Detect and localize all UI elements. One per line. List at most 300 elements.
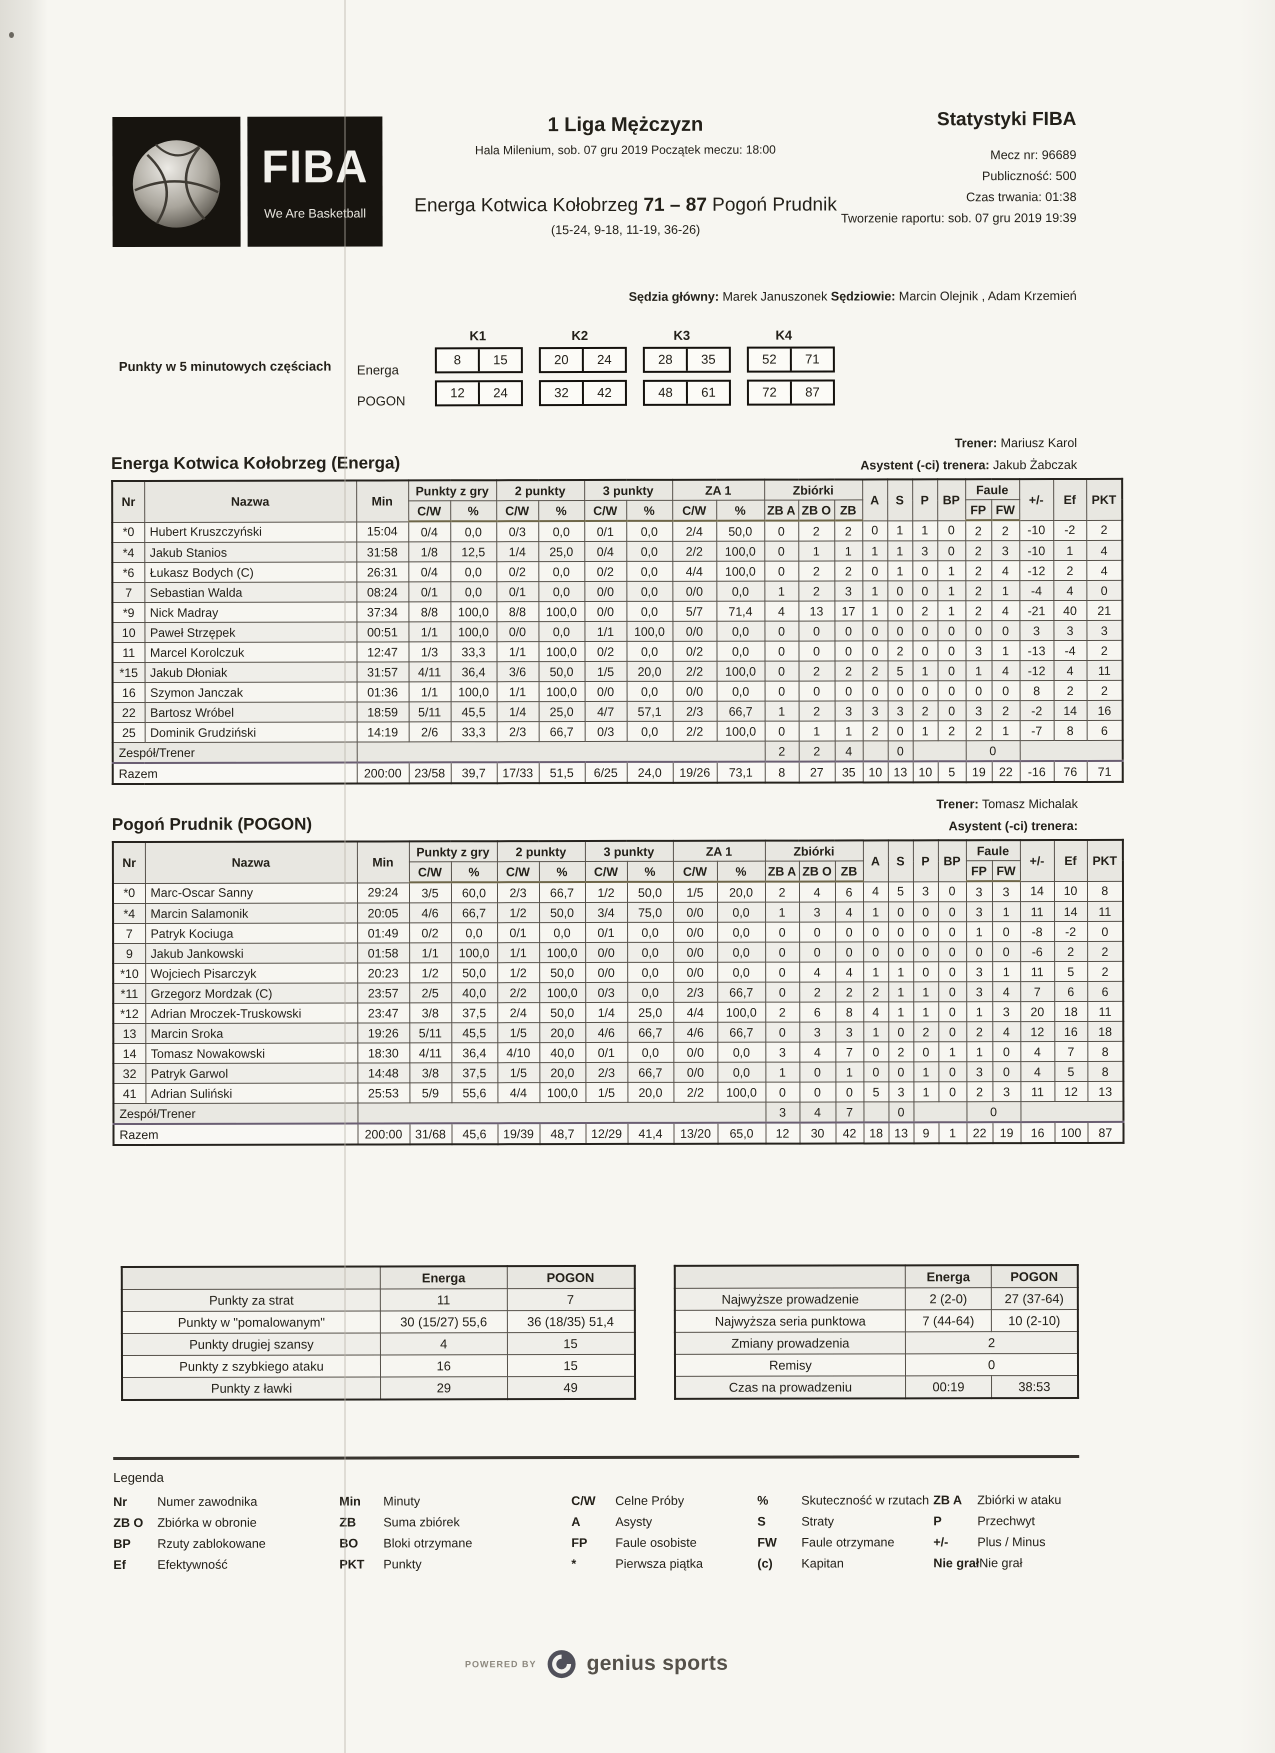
final-score: 71 – 87 bbox=[643, 194, 707, 216]
stat-cell: 100,0 bbox=[716, 541, 764, 561]
stat-cell: 2 bbox=[798, 520, 834, 541]
stat-cell: 4 bbox=[799, 962, 835, 982]
stat-cell: 1 bbox=[912, 520, 937, 541]
stat-cell: 0 bbox=[888, 681, 913, 701]
stat-cell: 3/6 bbox=[497, 662, 539, 682]
stat-cell: *6 bbox=[112, 562, 144, 582]
col-fp: FP bbox=[965, 500, 991, 521]
summary-value-cell: 36 (18/35) 51,4 bbox=[507, 1310, 635, 1332]
stat-cell: 1/4 bbox=[585, 1002, 627, 1022]
period-score: 15 bbox=[493, 352, 508, 368]
legend-item bbox=[339, 1557, 571, 1571]
summary-row bbox=[122, 1376, 635, 1400]
col-min: Min bbox=[357, 841, 409, 882]
period-header: K3 bbox=[673, 327, 691, 343]
col-pct: % bbox=[717, 861, 765, 882]
stat-cell: 19/26 bbox=[673, 762, 717, 783]
period-box bbox=[539, 380, 627, 406]
stat-cell: 0 bbox=[992, 681, 1020, 701]
stat-cell: 36,4 bbox=[451, 1043, 497, 1063]
col-fg: Punkty z gry bbox=[408, 480, 496, 501]
stat-cell: 0 bbox=[992, 922, 1020, 942]
stat-cell bbox=[357, 741, 765, 762]
duration: Czas trwania: 01:38 bbox=[966, 189, 1077, 205]
stat-cell: 0/1 bbox=[584, 521, 626, 542]
stat-cell: 1 bbox=[992, 721, 1020, 741]
stat-cell: 2/3 bbox=[673, 982, 717, 1002]
home-team-title: Energa Kotwica Kołobrzeg (Energa) bbox=[111, 453, 401, 474]
coach-name: Mariusz Karol bbox=[997, 435, 1078, 451]
stat-cell: 0 bbox=[862, 520, 887, 541]
col-cw: C/W bbox=[672, 500, 716, 521]
stat-cell: -12 bbox=[1020, 661, 1054, 681]
stat-cell: 0,0 bbox=[626, 601, 672, 621]
col-zba: ZB A bbox=[765, 861, 799, 882]
summary-value-cell: 38:53 bbox=[991, 1375, 1078, 1398]
stat-cell: 100,0 bbox=[451, 943, 497, 963]
period-headers bbox=[435, 327, 835, 343]
stat-cell: 0 bbox=[938, 922, 966, 942]
period-scores-section bbox=[119, 327, 1077, 420]
stat-cell: 3 bbox=[1053, 620, 1086, 640]
period-score: 87 bbox=[805, 384, 820, 400]
stat-cell: 1 bbox=[887, 561, 912, 581]
stat-cell: 1 bbox=[887, 541, 912, 561]
legend-abbr: +/- bbox=[933, 1535, 949, 1550]
legend-abbr: (c) bbox=[757, 1556, 773, 1571]
stat-cell: 50,0 bbox=[539, 903, 585, 923]
stat-cell: 4 bbox=[1020, 1042, 1054, 1062]
stat-cell: 0/1 bbox=[585, 1042, 627, 1062]
stat-cell: 29:24 bbox=[357, 882, 409, 903]
stat-cell: 5/11 bbox=[409, 702, 451, 722]
stat-cell: 0 bbox=[912, 581, 937, 601]
summary-value-cell: 0 bbox=[906, 1353, 1078, 1375]
stat-cell: 0 bbox=[938, 641, 966, 661]
stat-cell: 2 bbox=[965, 541, 991, 561]
stat-cell: 3 bbox=[834, 581, 862, 601]
stat-cell: 0 bbox=[765, 1022, 799, 1042]
stat-cell: 6 bbox=[835, 881, 863, 902]
stat-cell: 0 bbox=[938, 1022, 966, 1042]
stat-cell: 1/2 bbox=[497, 963, 539, 983]
stat-cell: 19/39 bbox=[497, 1123, 539, 1144]
stat-cell: 0,0 bbox=[538, 622, 584, 642]
stat-cell: 0,0 bbox=[539, 923, 585, 943]
stat-cell: 0,0 bbox=[716, 621, 764, 641]
stat-cell: 3 bbox=[992, 1002, 1020, 1022]
stat-cell: 0/0 bbox=[496, 622, 538, 642]
stat-cell: 1/1 bbox=[497, 682, 539, 702]
stat-cell: 01:36 bbox=[357, 682, 409, 702]
legend-item bbox=[933, 1493, 1079, 1507]
stat-cell: 16 bbox=[113, 682, 145, 702]
stat-cell: 22 bbox=[967, 1122, 993, 1143]
col-plusminus: +/- bbox=[1020, 840, 1054, 881]
player-name-cell: Bartosz Wróbel bbox=[145, 702, 357, 722]
stat-cell: 0 bbox=[913, 902, 938, 922]
stat-cell: 0 bbox=[992, 1042, 1020, 1062]
stat-cell: 4/6 bbox=[585, 1022, 627, 1042]
stat-cell: 9 bbox=[914, 1122, 939, 1143]
away-coach-line bbox=[112, 797, 1078, 813]
stat-cell: 2/4 bbox=[497, 1003, 539, 1023]
summary-away-header: POGON bbox=[991, 1265, 1078, 1288]
stat-cell: 0 bbox=[798, 621, 834, 641]
period-box bbox=[435, 380, 523, 406]
stat-cell: 2 bbox=[765, 882, 799, 903]
stat-cell: 0,0 bbox=[717, 902, 765, 922]
referee-label: Sędzia główny: bbox=[628, 289, 719, 304]
stat-cell: 2 bbox=[913, 1022, 938, 1042]
summary-value-cell: 27 (37-64) bbox=[991, 1287, 1078, 1309]
stat-cell: -21 bbox=[1019, 601, 1053, 621]
stat-cell: 1 bbox=[834, 541, 862, 561]
stat-cell: 13 bbox=[113, 1023, 145, 1043]
stat-cell: 0/1 bbox=[496, 582, 538, 602]
stat-cell: 1 bbox=[913, 1002, 938, 1022]
stat-cell: 16 bbox=[1087, 700, 1123, 720]
stat-cell: 0,0 bbox=[627, 721, 673, 741]
col-cw: C/W bbox=[584, 500, 626, 521]
legend-desc: Suma zbiórek bbox=[383, 1515, 460, 1530]
stat-cell: *11 bbox=[113, 983, 145, 1003]
player-name-cell: Patryk Kociuga bbox=[145, 923, 357, 943]
stat-cell: 76 bbox=[1054, 761, 1087, 782]
stat-cell: 25,0 bbox=[538, 542, 584, 562]
period-box bbox=[747, 346, 835, 372]
legend-desc: Nie grał bbox=[979, 1556, 1023, 1571]
stat-cell: 7 bbox=[835, 1042, 863, 1062]
legend-desc: Faule osobiste bbox=[615, 1535, 697, 1550]
stat-cell: 75,0 bbox=[627, 902, 673, 922]
legend-item bbox=[933, 1514, 1079, 1528]
away-team-title: Pogoń Prudnik (POGON) bbox=[111, 814, 313, 835]
stat-cell: 4 bbox=[991, 561, 1019, 581]
stat-cell: 0,0 bbox=[451, 923, 497, 943]
stat-cell: 100,0 bbox=[538, 602, 584, 622]
period-box bbox=[539, 347, 627, 373]
summary-row bbox=[122, 1332, 635, 1355]
stat-cell: 4 bbox=[764, 601, 798, 621]
stat-cell: 0 bbox=[764, 521, 798, 542]
stat-cell: 2 bbox=[913, 701, 938, 721]
stat-cell: 33,3 bbox=[451, 722, 497, 742]
col-cw: C/W bbox=[585, 861, 627, 882]
player-name-cell: Jakub Dłoniak bbox=[145, 662, 357, 682]
stat-cell: *10 bbox=[113, 963, 145, 983]
stat-cell: 0/3 bbox=[496, 521, 538, 542]
stat-cell: 2/2 bbox=[497, 983, 539, 1003]
stat-cell: 1 bbox=[862, 601, 887, 621]
col-2p: 2 punkty bbox=[496, 480, 584, 501]
stat-cell bbox=[863, 1102, 888, 1123]
col-fouls: Faule bbox=[966, 840, 1020, 861]
player-row bbox=[113, 700, 1123, 722]
stat-cell: 5 bbox=[888, 661, 913, 681]
stat-cell: 2 bbox=[966, 721, 992, 741]
stat-cell: 5/7 bbox=[672, 601, 716, 621]
period-score: 72 bbox=[749, 382, 792, 404]
legend-abbr: * bbox=[571, 1557, 577, 1572]
stat-cell: 0 bbox=[888, 942, 913, 962]
legend-desc: Zbiórki w ataku bbox=[977, 1493, 1062, 1508]
period-box bbox=[643, 347, 731, 373]
stat-cell: 15:04 bbox=[356, 521, 408, 542]
player-row bbox=[112, 600, 1122, 622]
referee-name: Marek Januszonek bbox=[718, 289, 831, 304]
stat-cell: 4 bbox=[992, 982, 1020, 1002]
stat-cell: 40,0 bbox=[539, 1043, 585, 1063]
col-fg: Punkty z gry bbox=[409, 841, 497, 862]
stat-cell: 11 bbox=[1087, 901, 1123, 921]
stat-cell: 12,5 bbox=[450, 542, 496, 562]
stat-cell: 20,0 bbox=[627, 1082, 673, 1102]
stat-cell bbox=[863, 741, 888, 762]
stat-cell: 4/6 bbox=[409, 903, 451, 923]
stat-cell: 2 bbox=[863, 661, 888, 681]
summary-row bbox=[675, 1331, 1078, 1354]
stat-cell: -13 bbox=[1020, 641, 1054, 661]
period-header: K1 bbox=[469, 328, 487, 344]
player-name-cell: Łukasz Bodych (C) bbox=[144, 562, 356, 582]
stat-cell: 14:48 bbox=[357, 1063, 409, 1083]
umpires-label: Sędziowie: bbox=[830, 289, 896, 304]
summary-value-cell: 15 bbox=[507, 1332, 635, 1354]
stat-cell: 4 bbox=[863, 881, 888, 902]
stat-cell: 2 bbox=[835, 982, 863, 1002]
stat-cell: 37,5 bbox=[451, 1003, 497, 1023]
stat-cell: 1 bbox=[765, 902, 799, 922]
summary-value-cell: 7 bbox=[507, 1288, 635, 1310]
col-assists: A bbox=[862, 479, 887, 520]
player-row bbox=[112, 640, 1122, 662]
stat-cell: 1 bbox=[937, 561, 965, 581]
stat-cell: 08:24 bbox=[356, 582, 408, 602]
meta-block bbox=[796, 145, 1076, 230]
stat-cell: 0 bbox=[888, 1062, 913, 1082]
stat-cell: 22 bbox=[992, 761, 1020, 782]
stat-cell: 2 bbox=[1087, 640, 1123, 660]
summary-label-cell: Punkty z ławki bbox=[122, 1377, 381, 1400]
summary-value-cell: 15 bbox=[507, 1354, 635, 1376]
stat-cell: 0 bbox=[863, 942, 888, 962]
stat-cell: 0 bbox=[765, 922, 799, 942]
period-score: 24 bbox=[597, 351, 612, 367]
period-score: 42 bbox=[597, 384, 612, 400]
stat-cell: 2/3 bbox=[497, 882, 539, 903]
stat-cell: 1 bbox=[835, 721, 863, 741]
totals-row bbox=[113, 1122, 1123, 1145]
legend-section bbox=[113, 1455, 1079, 1572]
summary-label-cell: Punkty z szybkiego ataku bbox=[122, 1355, 381, 1378]
period-box bbox=[435, 347, 523, 373]
stat-cell: 8 bbox=[1020, 681, 1054, 701]
legend-desc: Efektywność bbox=[157, 1557, 228, 1572]
stat-cell: 23:47 bbox=[357, 1003, 409, 1023]
stat-cell: 20 bbox=[1020, 1002, 1054, 1022]
stat-cell: -2 bbox=[1054, 921, 1087, 941]
stat-cell: 14:19 bbox=[357, 722, 409, 742]
legend-item bbox=[113, 1537, 339, 1551]
col-cw: C/W bbox=[673, 861, 717, 882]
stat-cell: 2 bbox=[965, 581, 991, 601]
stat-cell: 2/2 bbox=[673, 721, 717, 741]
stat-cell: 1/5 bbox=[585, 1082, 627, 1102]
summary-value-cell: 7 (44-64) bbox=[906, 1310, 992, 1332]
summary-row bbox=[122, 1354, 635, 1377]
away-team-title-row bbox=[112, 813, 1078, 835]
stat-cell: 14 bbox=[1054, 901, 1087, 921]
legend-desc: Pierwsza piątka bbox=[615, 1556, 703, 1571]
stats-title: Statystyki FIBA bbox=[936, 108, 1077, 131]
stat-cell: 3 bbox=[966, 1062, 992, 1082]
player-row bbox=[113, 961, 1123, 983]
stat-cell: 13 bbox=[889, 1122, 914, 1143]
player-name-cell: Jakub Stanios bbox=[144, 542, 356, 562]
stat-cell: 2 bbox=[1087, 961, 1123, 981]
stat-cell: 0,0 bbox=[450, 521, 496, 542]
scan-crease-line bbox=[344, 0, 346, 1753]
stat-cell: 5 bbox=[863, 1082, 888, 1102]
stat-cell: 4/11 bbox=[409, 1043, 451, 1063]
col-points: PKT bbox=[1086, 479, 1122, 520]
stat-cell: 41 bbox=[113, 1083, 145, 1103]
stat-cell: 66,7 bbox=[717, 982, 765, 1002]
col-pct: % bbox=[627, 861, 673, 882]
summary-value-cell: 4 bbox=[380, 1333, 507, 1355]
period-scores-label: Punkty w 5 minutowych częściach bbox=[118, 358, 332, 374]
stat-cell: 100,0 bbox=[626, 621, 672, 641]
stat-cell: 7 bbox=[1054, 1041, 1087, 1061]
stat-cell: 1/5 bbox=[585, 661, 627, 681]
period-score: 24 bbox=[493, 385, 508, 401]
summary-row bbox=[674, 1287, 1077, 1310]
stat-cell: 12 bbox=[1020, 1022, 1054, 1042]
legend-abbr: ZB A bbox=[933, 1493, 962, 1508]
stat-cell: Zespół/Trener bbox=[113, 742, 357, 763]
away-stats-table bbox=[112, 839, 1125, 1146]
stat-cell: 18 bbox=[864, 1122, 889, 1143]
player-row bbox=[112, 540, 1122, 562]
col-steals: P bbox=[912, 479, 937, 520]
stat-cell: 11 bbox=[1020, 962, 1054, 982]
quarter-scores-line: (15-24, 9-18, 11-19, 36-26) bbox=[551, 222, 701, 238]
col-fouls: Faule bbox=[965, 479, 1019, 500]
stat-cell: Zespół/Trener bbox=[113, 1103, 357, 1124]
period-score: 71 bbox=[805, 351, 820, 367]
summary-value-cell: 29 bbox=[381, 1377, 508, 1400]
stat-cell: 41,4 bbox=[627, 1123, 673, 1144]
stat-cell: 200:00 bbox=[357, 1123, 409, 1144]
stat-cell: 0 bbox=[799, 641, 835, 661]
report-content bbox=[110, 107, 1118, 1680]
away-stats-body bbox=[113, 881, 1124, 1145]
stat-cell: 20,0 bbox=[717, 882, 765, 903]
stat-cell: *0 bbox=[112, 522, 144, 543]
col-pct: % bbox=[626, 500, 672, 521]
home-team-name: Energa Kotwica Kołobrzeg bbox=[414, 194, 639, 217]
stat-cell: 0 bbox=[835, 1082, 863, 1102]
player-name-cell: Grzegorz Mordzak (C) bbox=[145, 983, 357, 1003]
summary-row bbox=[122, 1310, 635, 1333]
stat-cell: *0 bbox=[113, 883, 145, 904]
stat-cell: 12 bbox=[1054, 1081, 1087, 1101]
stat-cell: 35 bbox=[835, 761, 863, 782]
period-score: 12 bbox=[437, 382, 480, 404]
legend-item bbox=[571, 1515, 757, 1529]
stat-cell: -4 bbox=[1054, 640, 1087, 660]
stat-cell: 17/33 bbox=[497, 762, 539, 783]
stat-cell: 1/2 bbox=[585, 882, 627, 903]
stat-cell: 0,0 bbox=[626, 561, 672, 581]
stat-cell: 0 bbox=[992, 1062, 1020, 1082]
stat-cell: 1 bbox=[765, 1062, 799, 1082]
stat-cell: 0 bbox=[938, 881, 966, 902]
stat-cell: 0/0 bbox=[585, 681, 627, 701]
period-score: 61 bbox=[701, 384, 716, 400]
stat-cell: 0/0 bbox=[673, 962, 717, 982]
stat-cell: 3/8 bbox=[409, 1003, 451, 1023]
summary-value-cell: 49 bbox=[507, 1376, 635, 1399]
stat-cell: 50,0 bbox=[451, 963, 497, 983]
stat-cell: 3 bbox=[913, 881, 938, 902]
stat-cell: 0 bbox=[912, 561, 937, 581]
stat-cell: 0/2 bbox=[409, 923, 451, 943]
stat-cell: 100,0 bbox=[717, 1082, 765, 1102]
stat-cell: 4/6 bbox=[673, 1022, 717, 1042]
stat-cell: 40 bbox=[1053, 600, 1086, 620]
attendance: Publiczność: 500 bbox=[981, 168, 1077, 184]
stat-cell: 0/1 bbox=[497, 923, 539, 943]
stat-cell: 20,0 bbox=[627, 661, 673, 681]
totals-label-cell: Razem bbox=[113, 762, 357, 784]
legend-item bbox=[571, 1557, 757, 1571]
stat-cell: 87 bbox=[1088, 1122, 1124, 1143]
stat-cell: 0/0 bbox=[673, 1042, 717, 1062]
stat-cell: 0/4 bbox=[408, 521, 450, 542]
stat-cell: 22 bbox=[113, 702, 145, 722]
stat-cell bbox=[913, 1102, 966, 1123]
stat-cell: 10 bbox=[1054, 881, 1087, 902]
stat-cell: 2/5 bbox=[409, 983, 451, 1003]
officials-line bbox=[111, 289, 1077, 305]
player-row bbox=[113, 941, 1123, 963]
stat-cell: 0 bbox=[765, 942, 799, 962]
team-totals-row bbox=[113, 1101, 1123, 1124]
stat-cell: 6 bbox=[799, 1002, 835, 1022]
player-row bbox=[113, 1081, 1123, 1103]
stat-cell: 20:23 bbox=[357, 963, 409, 983]
stat-cell: 3 bbox=[966, 962, 992, 982]
stat-cell: 1/4 bbox=[496, 542, 538, 562]
summary-home-header: Energa bbox=[380, 1266, 507, 1289]
stat-cell: 4 bbox=[799, 1102, 835, 1123]
stat-cell: 1 bbox=[888, 982, 913, 1002]
period-score: 35 bbox=[701, 351, 716, 367]
col-min: Min bbox=[356, 480, 408, 521]
player-row bbox=[112, 620, 1122, 642]
stat-cell: 01:58 bbox=[357, 943, 409, 963]
leads-summary-body bbox=[674, 1287, 1078, 1398]
stat-cell: 1 bbox=[966, 1042, 992, 1062]
stat-cell: 0,0 bbox=[626, 581, 672, 601]
stat-cell: 2 bbox=[799, 701, 835, 721]
report-meta bbox=[796, 109, 1076, 230]
stat-cell: 20,0 bbox=[539, 1063, 585, 1083]
stat-cell: 100,0 bbox=[539, 682, 585, 702]
stat-cell: 2 bbox=[765, 741, 799, 762]
